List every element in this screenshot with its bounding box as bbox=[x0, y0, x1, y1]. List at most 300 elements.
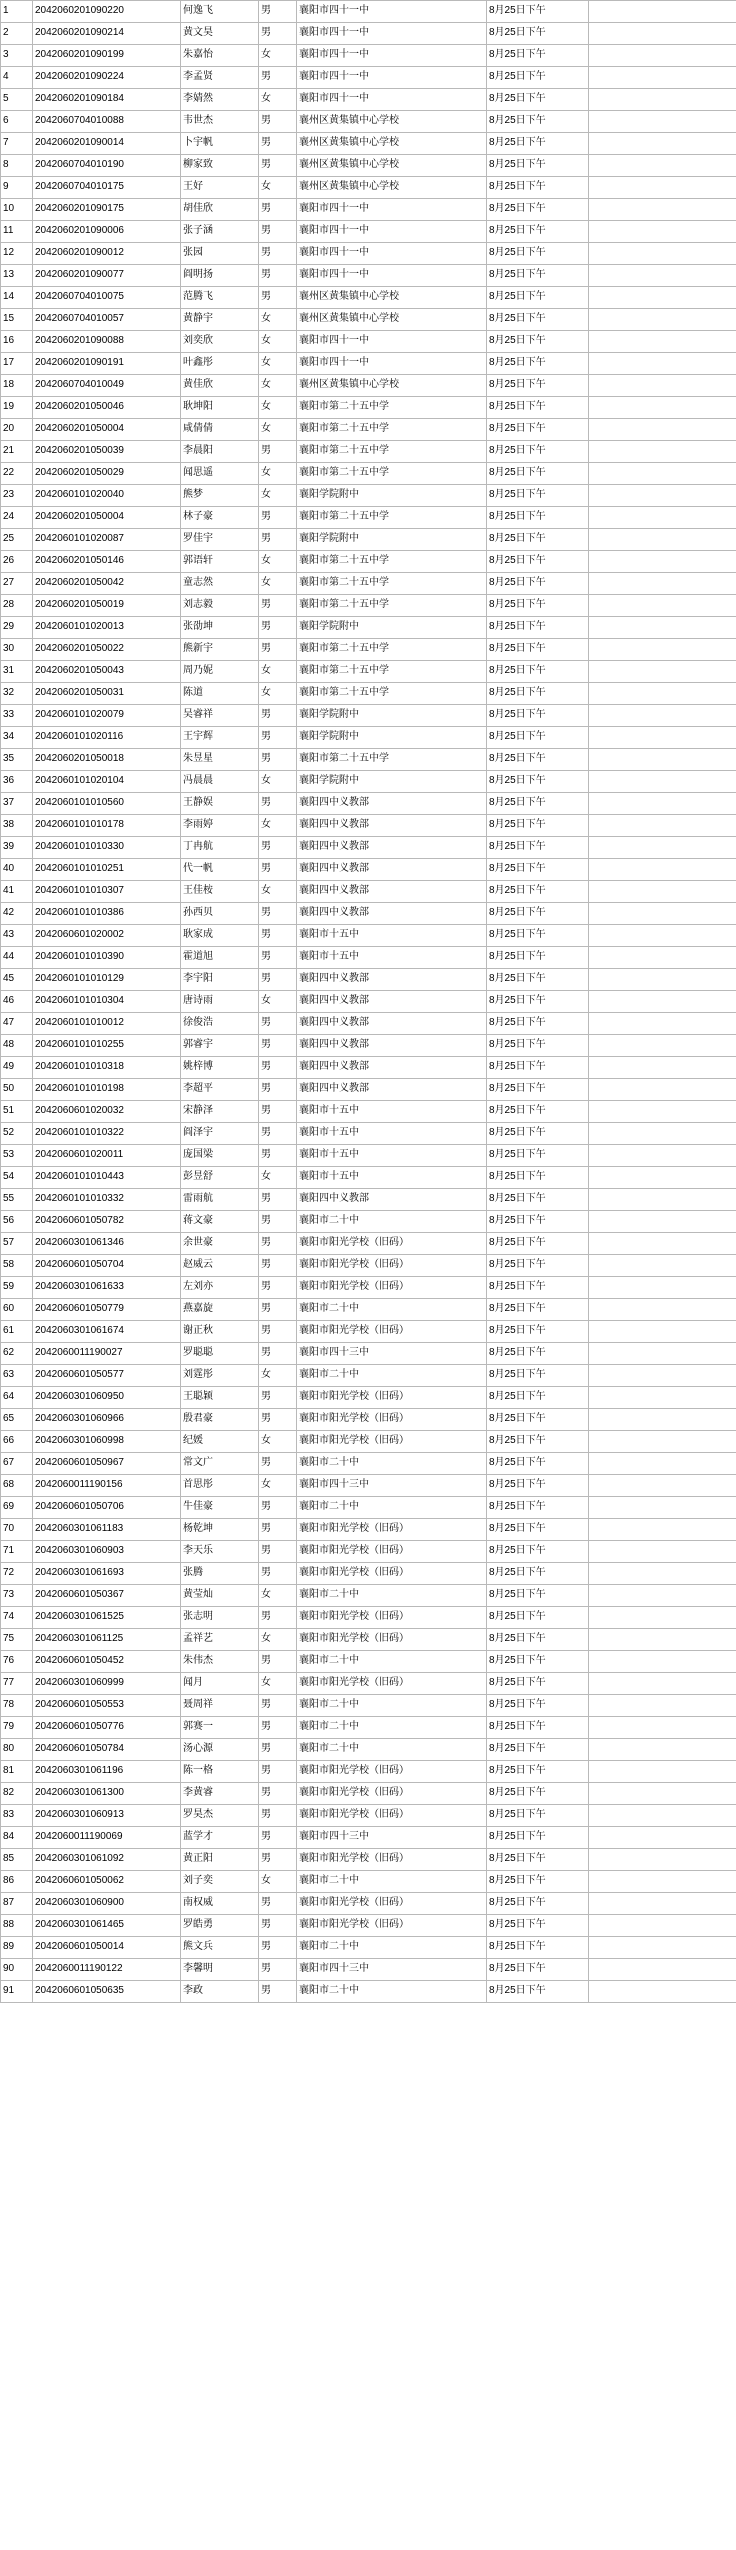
exam-time: 8月25日下午 bbox=[487, 67, 589, 89]
school-name: 襄阳四中义教部 bbox=[297, 793, 487, 815]
row-trailing-space bbox=[589, 683, 736, 705]
row-index: 17 bbox=[1, 353, 33, 375]
table-row bbox=[1, 1057, 736, 1079]
table-row bbox=[1, 309, 736, 331]
row-trailing-space bbox=[589, 1277, 736, 1299]
row-trailing-space bbox=[589, 991, 736, 1013]
registration-number: 2042060201090012 bbox=[33, 243, 181, 265]
row-trailing-space bbox=[589, 177, 736, 199]
table-row bbox=[1, 1695, 736, 1717]
row-trailing-space bbox=[589, 1365, 736, 1387]
row-index: 25 bbox=[1, 529, 33, 551]
row-trailing-space bbox=[589, 485, 736, 507]
row-index: 12 bbox=[1, 243, 33, 265]
row-trailing-space bbox=[589, 1431, 736, 1453]
school-name: 襄阳市四十一中 bbox=[297, 45, 487, 67]
exam-time: 8月25日下午 bbox=[487, 441, 589, 463]
table-row bbox=[1, 1365, 736, 1387]
row-trailing-space bbox=[589, 1079, 736, 1101]
table-row bbox=[1, 1277, 736, 1299]
exam-time: 8月25日下午 bbox=[487, 221, 589, 243]
student-name: 刘子奕 bbox=[181, 1871, 259, 1893]
school-name: 襄阳市十五中 bbox=[297, 925, 487, 947]
row-trailing-space bbox=[589, 771, 736, 793]
student-name: 胡佳欣 bbox=[181, 199, 259, 221]
table-row bbox=[1, 441, 736, 463]
student-gender: 男 bbox=[259, 947, 297, 969]
school-name: 襄阳市四十三中 bbox=[297, 1343, 487, 1365]
student-gender: 男 bbox=[259, 1277, 297, 1299]
row-trailing-space bbox=[589, 67, 736, 89]
school-name: 襄阳市阳光学校（旧码） bbox=[297, 1893, 487, 1915]
student-name: 黄文昊 bbox=[181, 23, 259, 45]
row-index: 55 bbox=[1, 1189, 33, 1211]
student-gender: 男 bbox=[259, 1519, 297, 1541]
school-name: 襄阳市阳光学校（旧码） bbox=[297, 1277, 487, 1299]
school-name: 襄阳市阳光学校（旧码） bbox=[297, 1409, 487, 1431]
exam-time: 8月25日下午 bbox=[487, 243, 589, 265]
student-name: 闻思遥 bbox=[181, 463, 259, 485]
row-index: 18 bbox=[1, 375, 33, 397]
registration-number: 2042060201050018 bbox=[33, 749, 181, 771]
school-name: 襄阳市第二十五中学 bbox=[297, 463, 487, 485]
student-name: 谢正秋 bbox=[181, 1321, 259, 1343]
student-gender: 男 bbox=[259, 1079, 297, 1101]
school-name: 襄阳学院附中 bbox=[297, 485, 487, 507]
row-index: 65 bbox=[1, 1409, 33, 1431]
student-name: 余世豪 bbox=[181, 1233, 259, 1255]
student-name: 熊新宇 bbox=[181, 639, 259, 661]
school-name: 襄阳市四十一中 bbox=[297, 1, 487, 23]
exam-time: 8月25日下午 bbox=[487, 1057, 589, 1079]
school-name: 襄阳市二十中 bbox=[297, 1717, 487, 1739]
exam-time: 8月25日下午 bbox=[487, 133, 589, 155]
school-name: 襄阳四中义教部 bbox=[297, 1013, 487, 1035]
row-index: 34 bbox=[1, 727, 33, 749]
table-row bbox=[1, 595, 736, 617]
table-row bbox=[1, 1387, 736, 1409]
school-name: 襄阳市四十三中 bbox=[297, 1475, 487, 1497]
registration-number: 2042060201090077 bbox=[33, 265, 181, 287]
registration-number: 2042060101010198 bbox=[33, 1079, 181, 1101]
student-gender: 女 bbox=[259, 771, 297, 793]
table-row bbox=[1, 1893, 736, 1915]
exam-time: 8月25日下午 bbox=[487, 1475, 589, 1497]
table-row bbox=[1, 1475, 736, 1497]
row-index: 37 bbox=[1, 793, 33, 815]
school-name: 襄阳市阳光学校（旧码） bbox=[297, 1431, 487, 1453]
row-index: 8 bbox=[1, 155, 33, 177]
student-name: 徐俊浩 bbox=[181, 1013, 259, 1035]
student-gender: 男 bbox=[259, 441, 297, 463]
table-row bbox=[1, 1431, 736, 1453]
row-index: 53 bbox=[1, 1145, 33, 1167]
row-trailing-space bbox=[589, 309, 736, 331]
table-row bbox=[1, 45, 736, 67]
exam-time: 8月25日下午 bbox=[487, 749, 589, 771]
row-index: 42 bbox=[1, 903, 33, 925]
registration-number: 2042060301060966 bbox=[33, 1409, 181, 1431]
table-row bbox=[1, 1585, 736, 1607]
table-row bbox=[1, 1145, 736, 1167]
exam-time: 8月25日下午 bbox=[487, 309, 589, 331]
row-index: 20 bbox=[1, 419, 33, 441]
school-name: 襄阳市阳光学校（旧码） bbox=[297, 1629, 487, 1651]
row-index: 44 bbox=[1, 947, 33, 969]
student-gender: 男 bbox=[259, 1563, 297, 1585]
row-trailing-space bbox=[589, 1167, 736, 1189]
exam-time: 8月25日下午 bbox=[487, 925, 589, 947]
registration-number: 2042060201050046 bbox=[33, 397, 181, 419]
student-name: 罗佳宇 bbox=[181, 529, 259, 551]
row-index: 48 bbox=[1, 1035, 33, 1057]
row-trailing-space bbox=[589, 551, 736, 573]
registration-number: 2042060601050967 bbox=[33, 1453, 181, 1475]
student-name: 阎明扬 bbox=[181, 265, 259, 287]
student-gender: 男 bbox=[259, 1959, 297, 1981]
row-trailing-space bbox=[589, 265, 736, 287]
row-trailing-space bbox=[589, 155, 736, 177]
registration-number: 2042060704010049 bbox=[33, 375, 181, 397]
school-name: 襄阳四中义教部 bbox=[297, 1035, 487, 1057]
registration-number: 2042060301061525 bbox=[33, 1607, 181, 1629]
registration-number: 2042060101010330 bbox=[33, 837, 181, 859]
student-name: 李黄睿 bbox=[181, 1783, 259, 1805]
table-row bbox=[1, 1629, 736, 1651]
table-row bbox=[1, 1739, 736, 1761]
student-gender: 女 bbox=[259, 1431, 297, 1453]
row-index: 26 bbox=[1, 551, 33, 573]
registration-number: 2042060601020002 bbox=[33, 925, 181, 947]
student-gender: 女 bbox=[259, 1365, 297, 1387]
row-trailing-space bbox=[589, 1739, 736, 1761]
student-gender: 男 bbox=[259, 1, 297, 23]
registration-number: 2042060201090220 bbox=[33, 1, 181, 23]
student-gender: 男 bbox=[259, 1695, 297, 1717]
row-index: 38 bbox=[1, 815, 33, 837]
student-name: 首思彤 bbox=[181, 1475, 259, 1497]
student-name: 黄莹灿 bbox=[181, 1585, 259, 1607]
school-name: 襄阳市四十三中 bbox=[297, 1959, 487, 1981]
row-trailing-space bbox=[589, 243, 736, 265]
student-gender: 女 bbox=[259, 573, 297, 595]
row-trailing-space bbox=[589, 89, 736, 111]
student-name: 王聪颖 bbox=[181, 1387, 259, 1409]
student-name: 李馨明 bbox=[181, 1959, 259, 1981]
student-name: 雷雨航 bbox=[181, 1189, 259, 1211]
exam-time: 8月25日下午 bbox=[487, 947, 589, 969]
registration-number: 2042060101010012 bbox=[33, 1013, 181, 1035]
student-name: 王佳桉 bbox=[181, 881, 259, 903]
table-row bbox=[1, 1497, 736, 1519]
student-name: 陈一格 bbox=[181, 1761, 259, 1783]
exam-time: 8月25日下午 bbox=[487, 573, 589, 595]
school-name: 襄阳学院附中 bbox=[297, 529, 487, 551]
student-name: 南权威 bbox=[181, 1893, 259, 1915]
student-gender: 男 bbox=[259, 1035, 297, 1057]
registration-number: 2042060011190069 bbox=[33, 1827, 181, 1849]
student-name: 罗聪聪 bbox=[181, 1343, 259, 1365]
row-trailing-space bbox=[589, 199, 736, 221]
registration-number: 2042060101020116 bbox=[33, 727, 181, 749]
exam-time: 8月25日下午 bbox=[487, 529, 589, 551]
exam-time: 8月25日下午 bbox=[487, 1387, 589, 1409]
exam-time: 8月25日下午 bbox=[487, 683, 589, 705]
row-trailing-space bbox=[589, 1805, 736, 1827]
exam-time: 8月25日下午 bbox=[487, 463, 589, 485]
student-gender: 男 bbox=[259, 903, 297, 925]
table-row bbox=[1, 881, 736, 903]
registration-number: 2042060301061092 bbox=[33, 1849, 181, 1871]
row-trailing-space bbox=[589, 1057, 736, 1079]
exam-time: 8月25日下午 bbox=[487, 1673, 589, 1695]
registration-number: 2042060101020013 bbox=[33, 617, 181, 639]
school-name: 襄阳市阳光学校（旧码） bbox=[297, 1915, 487, 1937]
school-name: 襄阳市四十一中 bbox=[297, 221, 487, 243]
exam-time: 8月25日下午 bbox=[487, 705, 589, 727]
school-name: 襄州区黄集镇中心学校 bbox=[297, 287, 487, 309]
row-index: 13 bbox=[1, 265, 33, 287]
student-gender: 女 bbox=[259, 353, 297, 375]
row-trailing-space bbox=[589, 111, 736, 133]
table-row bbox=[1, 1761, 736, 1783]
registration-number: 2042060201050043 bbox=[33, 661, 181, 683]
school-name: 襄阳市四十一中 bbox=[297, 353, 487, 375]
student-name: 刘霆彤 bbox=[181, 1365, 259, 1387]
school-name: 襄阳市阳光学校（旧码） bbox=[297, 1321, 487, 1343]
row-trailing-space bbox=[589, 1827, 736, 1849]
student-name: 纪媛 bbox=[181, 1431, 259, 1453]
school-name: 襄阳市阳光学校（旧码） bbox=[297, 1849, 487, 1871]
registration-number: 2042060101010560 bbox=[33, 793, 181, 815]
student-gender: 男 bbox=[259, 793, 297, 815]
registration-number: 2042060101010443 bbox=[33, 1167, 181, 1189]
school-name: 襄阳市二十中 bbox=[297, 1365, 487, 1387]
student-gender: 男 bbox=[259, 133, 297, 155]
row-trailing-space bbox=[589, 1673, 736, 1695]
student-name: 汤心源 bbox=[181, 1739, 259, 1761]
registration-number: 2042060101010304 bbox=[33, 991, 181, 1013]
exam-time: 8月25日下午 bbox=[487, 1431, 589, 1453]
exam-time: 8月25日下午 bbox=[487, 1343, 589, 1365]
exam-time: 8月25日下午 bbox=[487, 1145, 589, 1167]
registration-number: 2042060101010307 bbox=[33, 881, 181, 903]
registration-number: 2042060301060913 bbox=[33, 1805, 181, 1827]
table-row bbox=[1, 463, 736, 485]
student-name: 彭昱舒 bbox=[181, 1167, 259, 1189]
student-gender: 男 bbox=[259, 507, 297, 529]
exam-time: 8月25日下午 bbox=[487, 1, 589, 23]
exam-time: 8月25日下午 bbox=[487, 1497, 589, 1519]
student-gender: 女 bbox=[259, 397, 297, 419]
table-row bbox=[1, 529, 736, 551]
registration-number: 2042060601050452 bbox=[33, 1651, 181, 1673]
table-row bbox=[1, 375, 736, 397]
student-name: 聂周祥 bbox=[181, 1695, 259, 1717]
row-trailing-space bbox=[589, 1387, 736, 1409]
table-row bbox=[1, 89, 736, 111]
row-trailing-space bbox=[589, 1541, 736, 1563]
row-trailing-space bbox=[589, 1211, 736, 1233]
row-trailing-space bbox=[589, 1893, 736, 1915]
student-name: 孟祥艺 bbox=[181, 1629, 259, 1651]
registration-number: 2042060301060999 bbox=[33, 1673, 181, 1695]
exam-time: 8月25日下午 bbox=[487, 881, 589, 903]
student-name: 阎泽宇 bbox=[181, 1123, 259, 1145]
table-row bbox=[1, 1827, 736, 1849]
table-body bbox=[1, 1, 736, 2003]
row-index: 80 bbox=[1, 1739, 33, 1761]
row-index: 16 bbox=[1, 331, 33, 353]
row-index: 75 bbox=[1, 1629, 33, 1651]
school-name: 襄阳市阳光学校（旧码） bbox=[297, 1255, 487, 1277]
row-trailing-space bbox=[589, 595, 736, 617]
row-index: 41 bbox=[1, 881, 33, 903]
student-gender: 男 bbox=[259, 1893, 297, 1915]
student-name: 陈道 bbox=[181, 683, 259, 705]
table-row bbox=[1, 1915, 736, 1937]
student-gender: 女 bbox=[259, 463, 297, 485]
exam-time: 8月25日下午 bbox=[487, 991, 589, 1013]
student-name: 熊梦 bbox=[181, 485, 259, 507]
exam-time: 8月25日下午 bbox=[487, 155, 589, 177]
student-name: 朱昱星 bbox=[181, 749, 259, 771]
registration-number: 2042060301061183 bbox=[33, 1519, 181, 1541]
registration-number: 2042060011190027 bbox=[33, 1343, 181, 1365]
student-gender: 女 bbox=[259, 551, 297, 573]
student-gender: 男 bbox=[259, 1651, 297, 1673]
table-row bbox=[1, 991, 736, 1013]
row-trailing-space bbox=[589, 881, 736, 903]
school-name: 襄阳市二十中 bbox=[297, 1695, 487, 1717]
student-name: 李婧然 bbox=[181, 89, 259, 111]
student-gender: 女 bbox=[259, 89, 297, 111]
student-gender: 男 bbox=[259, 617, 297, 639]
student-gender: 男 bbox=[259, 705, 297, 727]
school-name: 襄阳市十五中 bbox=[297, 1123, 487, 1145]
row-trailing-space bbox=[589, 859, 736, 881]
registration-number: 2042060201090224 bbox=[33, 67, 181, 89]
student-gender: 男 bbox=[259, 1101, 297, 1123]
student-gender: 男 bbox=[259, 1739, 297, 1761]
school-name: 襄阳市阳光学校（旧码） bbox=[297, 1805, 487, 1827]
school-name: 襄阳学院附中 bbox=[297, 617, 487, 639]
registration-number: 2042060601050062 bbox=[33, 1871, 181, 1893]
exam-time: 8月25日下午 bbox=[487, 265, 589, 287]
registration-number: 2042060301060903 bbox=[33, 1541, 181, 1563]
exam-time: 8月25日下午 bbox=[487, 1915, 589, 1937]
registration-number: 2042060601050577 bbox=[33, 1365, 181, 1387]
registration-number: 2042060301061674 bbox=[33, 1321, 181, 1343]
table-row bbox=[1, 1013, 736, 1035]
exam-time: 8月25日下午 bbox=[487, 1585, 589, 1607]
exam-time: 8月25日下午 bbox=[487, 1717, 589, 1739]
row-trailing-space bbox=[589, 1497, 736, 1519]
exam-time: 8月25日下午 bbox=[487, 1827, 589, 1849]
row-trailing-space bbox=[589, 1695, 736, 1717]
school-name: 襄阳四中义教部 bbox=[297, 881, 487, 903]
student-gender: 男 bbox=[259, 1541, 297, 1563]
row-index: 39 bbox=[1, 837, 33, 859]
row-index: 69 bbox=[1, 1497, 33, 1519]
student-gender: 男 bbox=[259, 1717, 297, 1739]
registration-number: 2042060101010318 bbox=[33, 1057, 181, 1079]
row-trailing-space bbox=[589, 573, 736, 595]
row-index: 33 bbox=[1, 705, 33, 727]
student-name: 朱伟杰 bbox=[181, 1651, 259, 1673]
table-row bbox=[1, 1211, 736, 1233]
student-name: 张劭坤 bbox=[181, 617, 259, 639]
exam-time: 8月25日下午 bbox=[487, 969, 589, 991]
registration-number: 2042060601020011 bbox=[33, 1145, 181, 1167]
student-name: 常文广 bbox=[181, 1453, 259, 1475]
school-name: 襄阳市第二十五中学 bbox=[297, 639, 487, 661]
table-row bbox=[1, 793, 736, 815]
student-name: 黄静宇 bbox=[181, 309, 259, 331]
student-gender: 男 bbox=[259, 1453, 297, 1475]
school-name: 襄阳市第二十五中学 bbox=[297, 397, 487, 419]
row-trailing-space bbox=[589, 815, 736, 837]
student-name: 丁冉航 bbox=[181, 837, 259, 859]
student-name: 闻月 bbox=[181, 1673, 259, 1695]
student-name: 姚梓博 bbox=[181, 1057, 259, 1079]
school-name: 襄州区黄集镇中心学校 bbox=[297, 133, 487, 155]
registration-number: 2042060704010075 bbox=[33, 287, 181, 309]
row-trailing-space bbox=[589, 1475, 736, 1497]
registration-number: 2042060101010129 bbox=[33, 969, 181, 991]
row-trailing-space bbox=[589, 1189, 736, 1211]
student-gender: 男 bbox=[259, 1211, 297, 1233]
table-row bbox=[1, 1519, 736, 1541]
student-gender: 女 bbox=[259, 1475, 297, 1497]
row-index: 72 bbox=[1, 1563, 33, 1585]
school-name: 襄阳四中义教部 bbox=[297, 969, 487, 991]
student-gender: 男 bbox=[259, 155, 297, 177]
school-name: 襄州区黄集镇中心学校 bbox=[297, 375, 487, 397]
school-name: 襄阳市第二十五中学 bbox=[297, 661, 487, 683]
student-name: 吴睿祥 bbox=[181, 705, 259, 727]
table-row bbox=[1, 1101, 736, 1123]
school-name: 襄阳市四十一中 bbox=[297, 23, 487, 45]
student-name: 卜宇帆 bbox=[181, 133, 259, 155]
school-name: 襄阳市阳光学校（旧码） bbox=[297, 1607, 487, 1629]
student-gender: 男 bbox=[259, 23, 297, 45]
row-index: 29 bbox=[1, 617, 33, 639]
student-name: 耿坤阳 bbox=[181, 397, 259, 419]
school-name: 襄阳市四十一中 bbox=[297, 331, 487, 353]
table-row bbox=[1, 661, 736, 683]
row-index: 83 bbox=[1, 1805, 33, 1827]
school-name: 襄阳市第二十五中学 bbox=[297, 595, 487, 617]
row-trailing-space bbox=[589, 397, 736, 419]
registration-number: 2042060601020032 bbox=[33, 1101, 181, 1123]
student-name: 冯晨晨 bbox=[181, 771, 259, 793]
table-row bbox=[1, 705, 736, 727]
table-row bbox=[1, 815, 736, 837]
student-name: 张子涵 bbox=[181, 221, 259, 243]
row-index: 60 bbox=[1, 1299, 33, 1321]
row-trailing-space bbox=[589, 617, 736, 639]
row-trailing-space bbox=[589, 419, 736, 441]
student-name: 张园 bbox=[181, 243, 259, 265]
school-name: 襄阳市二十中 bbox=[297, 1299, 487, 1321]
row-trailing-space bbox=[589, 947, 736, 969]
row-index: 74 bbox=[1, 1607, 33, 1629]
table-row bbox=[1, 683, 736, 705]
school-name: 襄阳四中义教部 bbox=[297, 815, 487, 837]
row-index: 51 bbox=[1, 1101, 33, 1123]
row-trailing-space bbox=[589, 1233, 736, 1255]
